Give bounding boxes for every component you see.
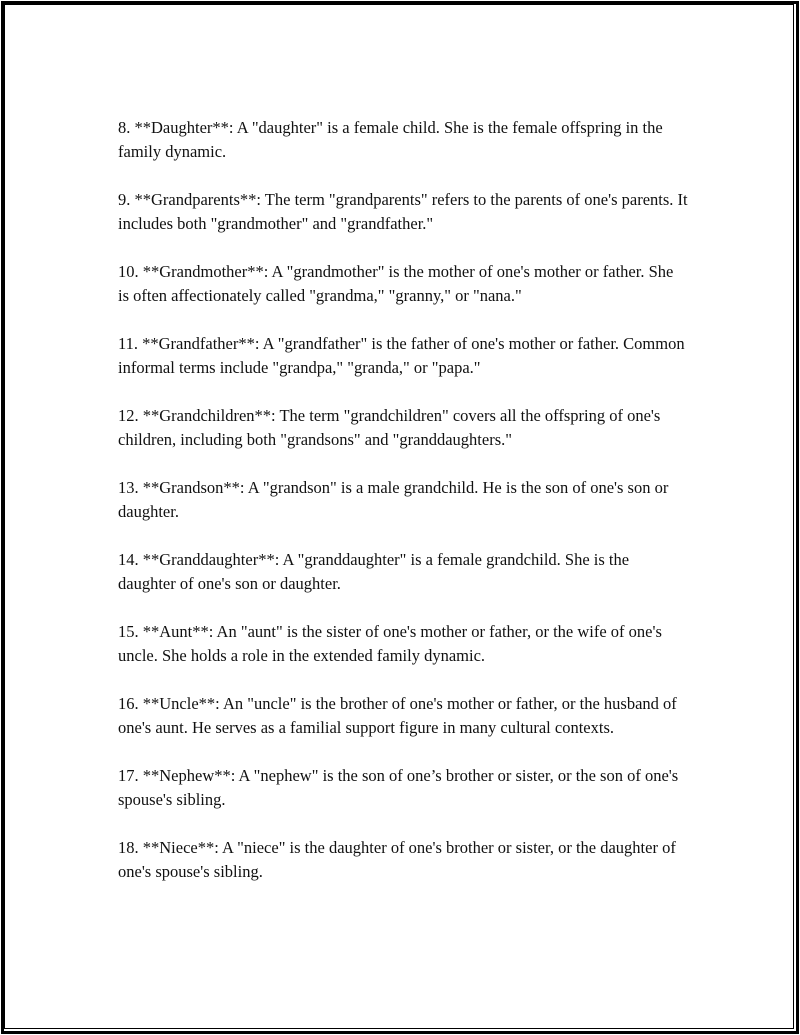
entry-grandparents: 9. **Grandparents**: The term "grandparents" refers to the parents of one's parents. It includes both "grandmother" and "grandfather." [118, 190, 688, 233]
entry-uncle: 16. **Uncle**: An "uncle" is the brother of one's mother or father, or the husband of one's aunt. He serves as a familial support figure in many cultural contexts. [118, 694, 677, 737]
entry-grandmother: 10. **Grandmother**: A "grandmother" is the mother of one's mother or father. She is often affectionately called "grandma," "granny," or "nana." [118, 262, 674, 305]
entry-niece: 18. **Niece**: A "niece" is the daughter of one's brother or sister, or the daughter of one's spouse's sibling. [118, 838, 676, 881]
entry-grandson: 13. **Grandson**: A "grandson" is a male grandchild. He is the son of one's son or daughter. [118, 478, 669, 521]
entry-granddaughter: 14. **Granddaughter**: A "granddaughter" is a female grandchild. She is the daughter of one's son or daughter. [118, 550, 630, 593]
document-body [118, 116, 688, 908]
entry-grandchildren: 12. **Grandchildren**: The term "grandchildren" covers all the offspring of one's children, including both "grandsons" and "granddaughters." [118, 406, 661, 449]
entry-grandfather: 11. **Grandfather**: A "grandfather" is the father of one's mother or father. Common informal terms include "grandpa," "granda," or "papa." [118, 334, 685, 377]
entry-nephew: 17. **Nephew**: A "nephew" is the son of one’s brother or sister, or the son of one's spouse's sibling. [118, 766, 679, 809]
entry-aunt: 15. **Aunt**: An "aunt" is the sister of one's mother or father, or the wife of one's uncle. She holds a role in the extended family dynamic. [118, 622, 662, 665]
entry-daughter: 8. **Daughter**: A "daughter" is a female child. She is the female offspring in the family dynamic. [118, 118, 663, 161]
